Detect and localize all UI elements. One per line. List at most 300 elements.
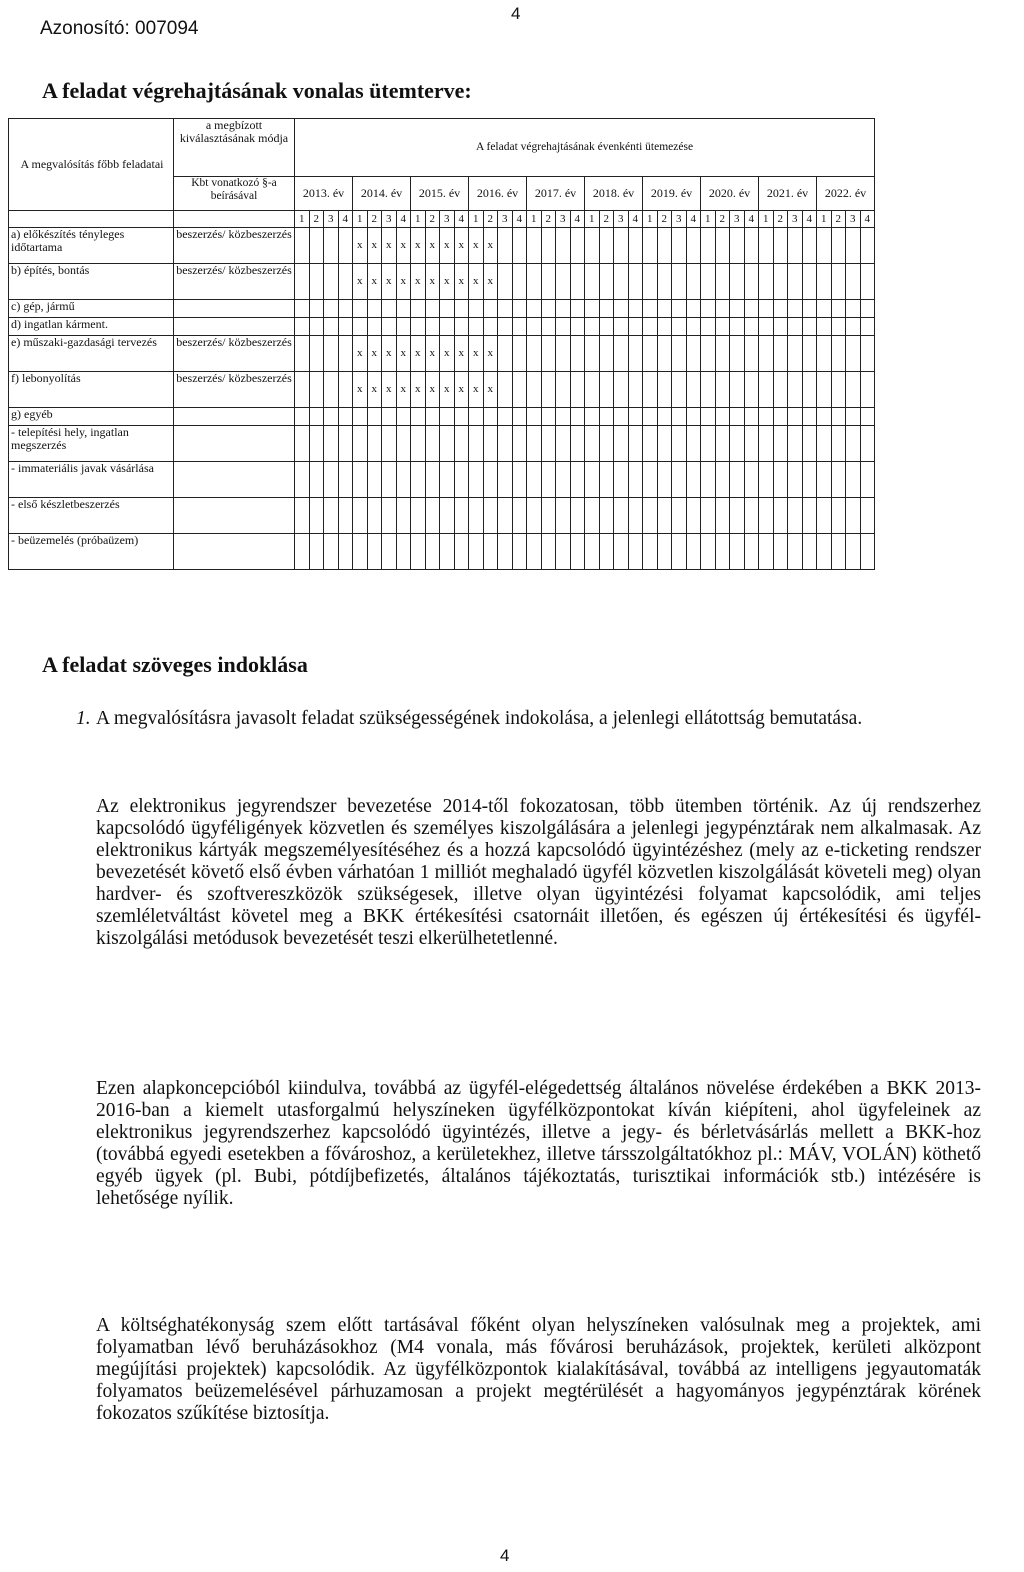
quarter-cell [802, 408, 817, 426]
quarter-cell [483, 426, 498, 462]
quarter-cell [628, 498, 643, 534]
quarter-cell [817, 498, 832, 534]
quarter-cell [556, 462, 571, 498]
quarter-cell [817, 462, 832, 498]
quarter-cell [541, 336, 556, 372]
quarter-cell [570, 426, 585, 462]
quarter-cell [643, 498, 658, 534]
quarter-cell [628, 336, 643, 372]
quarter-cell [817, 336, 832, 372]
quarter-cell [701, 264, 716, 300]
quarter-cell [541, 300, 556, 318]
quarter-header: 4 [512, 211, 527, 228]
quarter-cell: x [353, 228, 368, 264]
quarter-cell: x [411, 228, 426, 264]
quarter-cell [846, 318, 861, 336]
quarter-cell: x [382, 336, 397, 372]
quarter-cell [411, 534, 426, 570]
quarter-cell [744, 318, 759, 336]
quarter-cell [498, 228, 513, 264]
quarter-cell [324, 300, 339, 318]
quarter-header: 1 [701, 211, 716, 228]
quarter-cell [338, 264, 353, 300]
quarter-cell [396, 498, 411, 534]
quarter-cell [585, 300, 600, 318]
quarter-cell [512, 318, 527, 336]
quarter-cell [860, 336, 875, 372]
quarter-cell [295, 228, 310, 264]
quarter-cell [382, 426, 397, 462]
quarter-cell [324, 318, 339, 336]
quarter-cell [773, 408, 788, 426]
quarter-cell [425, 426, 440, 462]
quarter-cell [309, 264, 324, 300]
quarter-header: 2 [309, 211, 324, 228]
schedule-row [9, 300, 875, 318]
quarter-cell [831, 228, 846, 264]
quarter-cell [657, 498, 672, 534]
quarter-cell [570, 336, 585, 372]
quarter-cell [599, 408, 614, 426]
quarter-cell [759, 264, 774, 300]
quarter-cell [382, 300, 397, 318]
procurement-method: beszerzés/ közbeszerzés [174, 228, 295, 264]
quarter-cell: x [440, 228, 455, 264]
procurement-method [174, 462, 295, 498]
quarter-cell [353, 534, 368, 570]
quarter-cell [686, 498, 701, 534]
quarter-cell [744, 408, 759, 426]
quarter-cell: x [440, 336, 455, 372]
page-number-bottom: 4 [500, 1546, 510, 1565]
quarter-cell [715, 462, 730, 498]
quarter-cell [469, 462, 484, 498]
quarter-cell [440, 426, 455, 462]
procurement-method [174, 498, 295, 534]
quarter-cell [440, 462, 455, 498]
quarter-cell [556, 300, 571, 318]
quarter-cell [701, 462, 716, 498]
quarter-cell [309, 426, 324, 462]
quarter-cell [860, 318, 875, 336]
quarter-cell [469, 300, 484, 318]
question-text: A megvalósításra javasolt feladat szükségességének indokolása, a jelenlegi ellátottság bemutatása. [96, 708, 863, 729]
quarter-cell [585, 318, 600, 336]
quarter-cell [614, 318, 629, 336]
quarter-cell [295, 264, 310, 300]
quarter-cell [498, 372, 513, 408]
quarter-cell: x [454, 372, 469, 408]
quarter-cell [309, 498, 324, 534]
quarter-header: 2 [425, 211, 440, 228]
quarter-header: 4 [570, 211, 585, 228]
quarter-header: 3 [498, 211, 513, 228]
quarter-cell [570, 462, 585, 498]
schedule-row [9, 462, 875, 498]
quarter-cell [686, 336, 701, 372]
quarter-cell [802, 228, 817, 264]
quarter-cell [614, 372, 629, 408]
quarter-cell [672, 300, 687, 318]
quarter-header: 3 [672, 211, 687, 228]
quarter-cell [744, 228, 759, 264]
quarter-cell [701, 336, 716, 372]
quarter-cell [353, 318, 368, 336]
quarter-cell [672, 534, 687, 570]
quarter-cell [556, 228, 571, 264]
quarter-header: 1 [643, 211, 658, 228]
quarter-cell [860, 408, 875, 426]
quarter-cell [657, 318, 672, 336]
quarter-cell [512, 462, 527, 498]
quarter-cell [715, 336, 730, 372]
quarter-cell [730, 498, 745, 534]
quarter-cell [759, 300, 774, 318]
quarter-cell [759, 462, 774, 498]
quarter-cell [396, 318, 411, 336]
quarter-cell [585, 498, 600, 534]
quarter-cell [324, 336, 339, 372]
quarter-cell [454, 300, 469, 318]
quarter-cell [860, 498, 875, 534]
quarter-cell [541, 318, 556, 336]
quarter-cell [483, 300, 498, 318]
quarter-cell [730, 300, 745, 318]
quarter-cell [469, 426, 484, 462]
quarter-cell [367, 408, 382, 426]
quarter-cell [715, 426, 730, 462]
quarter-cell [657, 228, 672, 264]
quarter-cell: x [454, 336, 469, 372]
schedule-row [9, 336, 875, 372]
quarter-cell [831, 462, 846, 498]
quarter-cell [643, 228, 658, 264]
quarter-cell [295, 426, 310, 462]
quarter-cell [730, 228, 745, 264]
page-number-top: 4 [511, 4, 521, 23]
quarter-cell [338, 318, 353, 336]
quarter-cell [788, 318, 803, 336]
quarter-cell [295, 318, 310, 336]
quarter-cell [440, 408, 455, 426]
quarter-cell [744, 264, 759, 300]
quarter-cell [425, 318, 440, 336]
quarter-cell [512, 426, 527, 462]
quarter-cell [802, 318, 817, 336]
quarter-cell [628, 318, 643, 336]
quarter-cell [425, 408, 440, 426]
year-header: 2013. év [295, 177, 353, 211]
quarter-cell [585, 264, 600, 300]
quarter-cell [744, 372, 759, 408]
quarter-cell [643, 300, 658, 318]
quarter-cell [701, 300, 716, 318]
quarter-cell [846, 498, 861, 534]
quarter-cell [396, 408, 411, 426]
quarter-cell [382, 318, 397, 336]
quarter-cell [744, 462, 759, 498]
quarter-cell [657, 336, 672, 372]
quarter-cell [715, 228, 730, 264]
quarter-cell [599, 426, 614, 462]
quarter-cell [657, 426, 672, 462]
quarter-cell [730, 408, 745, 426]
quarter-cell [628, 462, 643, 498]
quarter-cell: x [382, 372, 397, 408]
quarter-cell: x [425, 372, 440, 408]
quarter-cell [831, 426, 846, 462]
quarter-cell [831, 318, 846, 336]
quarter-cell [512, 534, 527, 570]
quarter-cell [324, 408, 339, 426]
quarter-cell [556, 372, 571, 408]
quarter-cell [831, 336, 846, 372]
quarter-cell [498, 408, 513, 426]
quarter-cell [309, 336, 324, 372]
quarter-cell [628, 228, 643, 264]
quarter-header: 2 [367, 211, 382, 228]
quarter-row-blank [9, 211, 174, 228]
quarter-cell [773, 264, 788, 300]
quarter-cell [367, 462, 382, 498]
quarter-header: 4 [744, 211, 759, 228]
quarter-cell [541, 462, 556, 498]
quarter-cell [788, 264, 803, 300]
year-header: 2021. év [759, 177, 817, 211]
quarter-cell: x [483, 372, 498, 408]
quarter-cell [353, 300, 368, 318]
quarter-cell [556, 408, 571, 426]
quarter-cell [338, 498, 353, 534]
quarter-cell [338, 426, 353, 462]
quarter-header: 1 [527, 211, 542, 228]
quarter-cell [628, 426, 643, 462]
quarter-cell [831, 372, 846, 408]
quarter-cell [628, 372, 643, 408]
quarter-cell [570, 300, 585, 318]
quarter-cell [353, 408, 368, 426]
quarter-cell: x [411, 372, 426, 408]
quarter-cell [715, 300, 730, 318]
quarter-cell [860, 372, 875, 408]
quarter-cell [599, 300, 614, 318]
quarter-cell [730, 426, 745, 462]
task-label: b) építés, bontás [9, 264, 174, 300]
quarter-cell [686, 462, 701, 498]
quarter-cell [454, 498, 469, 534]
quarter-cell [715, 318, 730, 336]
quarter-cell [570, 498, 585, 534]
quarter-cell [802, 498, 817, 534]
quarter-cell: x [454, 264, 469, 300]
quarter-cell [338, 462, 353, 498]
quarter-cell [295, 534, 310, 570]
quarter-cell [759, 426, 774, 462]
quarter-header: 3 [324, 211, 339, 228]
quarter-cell [367, 534, 382, 570]
quarter-cell [454, 426, 469, 462]
quarter-cell [527, 264, 542, 300]
quarter-cell [599, 336, 614, 372]
quarter-header: 2 [541, 211, 556, 228]
quarter-cell [512, 336, 527, 372]
quarter-cell [512, 498, 527, 534]
schedule-row [9, 318, 875, 336]
quarter-cell [338, 336, 353, 372]
quarter-cell [788, 372, 803, 408]
quarter-cell [672, 426, 687, 462]
quarter-cell [686, 534, 701, 570]
question-item [76, 708, 981, 730]
schedule-row [9, 498, 875, 534]
quarter-cell [860, 462, 875, 498]
quarter-cell [686, 228, 701, 264]
quarter-cell: x [469, 372, 484, 408]
quarter-cell [773, 372, 788, 408]
quarter-cell [730, 336, 745, 372]
quarter-cell [512, 228, 527, 264]
paragraph: Az elektronikus jegyrendszer bevezetése 2014-től fokozatosan, több ütemben történik. Az új rendszerhez kapcsolódó ügyféligények közvetlen és személyes kiszolgálására a jelenlegi jegypénztárak nem alkalmasak. Az elektronikus kártyák megszemélyesítéséhez és a hozzá kapcsolódó ügyintézéshez (mely az e-ticketing rendszer bevezetését követő első évben várhatóan 1 milliót meghaladó ügyfél közvetlen kiszolgálását követeli meg) olyan hardver- és szoftvereszközök szükségesek, illetve olyan ügyintézési folyamat kapcsolódik, ami teljes szemléletváltást követel meg a BKK értékesítési csatornáit illetően, és egészen új értékesítési és ügyfél-kiszolgálási metódusok bevezetését teszi elkerülhetetlenné. [96, 796, 981, 949]
schedule-row [9, 228, 875, 264]
quarter-cell [715, 372, 730, 408]
quarter-header: 2 [599, 211, 614, 228]
quarter-cell [614, 462, 629, 498]
quarter-cell [759, 408, 774, 426]
quarter-cell [817, 372, 832, 408]
quarter-cell [802, 534, 817, 570]
quarter-cell [498, 264, 513, 300]
procurement-method [174, 408, 295, 426]
quarter-cell: x [440, 264, 455, 300]
quarter-cell [730, 318, 745, 336]
quarter-cell [527, 372, 542, 408]
quarter-cell [773, 228, 788, 264]
method-column-subheader: Kbt vonatkozó §-a beírásával [174, 177, 295, 211]
quarter-cell [585, 534, 600, 570]
quarter-cell [759, 228, 774, 264]
task-label: a) előkészítés tényleges időtartama [9, 228, 174, 264]
quarter-cell [672, 264, 687, 300]
quarter-cell [425, 498, 440, 534]
quarter-cell [440, 498, 455, 534]
quarter-cell: x [367, 372, 382, 408]
quarter-row-blank [174, 211, 295, 228]
quarter-cell: x [367, 264, 382, 300]
quarter-header: 3 [846, 211, 861, 228]
quarter-cell [744, 534, 759, 570]
quarter-cell [498, 318, 513, 336]
quarter-cell [425, 300, 440, 318]
quarter-cell [628, 408, 643, 426]
quarter-cell [585, 462, 600, 498]
quarter-cell [715, 534, 730, 570]
quarter-cell [643, 372, 658, 408]
quarter-cell [831, 534, 846, 570]
quarter-cell [367, 318, 382, 336]
quarter-cell [831, 264, 846, 300]
quarter-cell: x [396, 372, 411, 408]
quarter-cell [527, 336, 542, 372]
quarter-cell [759, 534, 774, 570]
quarter-cell [570, 408, 585, 426]
quarter-header: 4 [802, 211, 817, 228]
quarter-header: 2 [831, 211, 846, 228]
quarter-cell [396, 426, 411, 462]
quarter-cell [773, 318, 788, 336]
quarter-cell: x [454, 228, 469, 264]
quarter-cell [367, 300, 382, 318]
quarter-cell [498, 426, 513, 462]
quarter-cell [309, 372, 324, 408]
quarter-cell: x [353, 264, 368, 300]
quarter-cell [527, 498, 542, 534]
quarter-cell [846, 228, 861, 264]
procurement-method: beszerzés/ közbeszerzés [174, 372, 295, 408]
quarter-cell [411, 498, 426, 534]
quarter-cell [744, 498, 759, 534]
quarter-cell [498, 300, 513, 318]
quarter-cell [512, 264, 527, 300]
quarter-cell [701, 372, 716, 408]
quarter-cell [599, 318, 614, 336]
quarter-cell [759, 318, 774, 336]
task-label: - immateriális javak vásárlása [9, 462, 174, 498]
quarter-cell [846, 264, 861, 300]
procurement-method [174, 426, 295, 462]
quarter-cell [382, 498, 397, 534]
procurement-method [174, 534, 295, 570]
quarter-cell [338, 300, 353, 318]
quarter-cell: x [469, 228, 484, 264]
quarter-cell [556, 264, 571, 300]
quarter-cell: x [425, 336, 440, 372]
quarter-cell [541, 264, 556, 300]
quarter-cell [396, 300, 411, 318]
quarter-cell [324, 228, 339, 264]
quarter-header: 2 [715, 211, 730, 228]
quarter-header: 4 [628, 211, 643, 228]
quarter-cell [527, 318, 542, 336]
quarter-cell [556, 336, 571, 372]
quarter-header: 2 [773, 211, 788, 228]
quarter-cell [846, 372, 861, 408]
quarter-cell [541, 408, 556, 426]
quarter-cell [846, 408, 861, 426]
quarter-cell [338, 372, 353, 408]
quarter-cell [382, 408, 397, 426]
quarter-cell [512, 372, 527, 408]
task-label: - első készletbeszerzés [9, 498, 174, 534]
quarter-cell [686, 372, 701, 408]
quarter-cell [425, 462, 440, 498]
quarter-cell [788, 498, 803, 534]
quarter-cell [802, 426, 817, 462]
quarter-header: 3 [614, 211, 629, 228]
quarter-cell [512, 300, 527, 318]
quarter-cell [469, 498, 484, 534]
quarter-cell [454, 462, 469, 498]
quarter-cell [483, 408, 498, 426]
quarter-cell [382, 534, 397, 570]
quarter-cell [367, 426, 382, 462]
quarter-header: 1 [759, 211, 774, 228]
quarter-cell [483, 462, 498, 498]
quarter-cell [831, 408, 846, 426]
quarter-cell [396, 462, 411, 498]
quarter-cell [802, 300, 817, 318]
quarter-cell [657, 534, 672, 570]
quarter-cell [411, 318, 426, 336]
